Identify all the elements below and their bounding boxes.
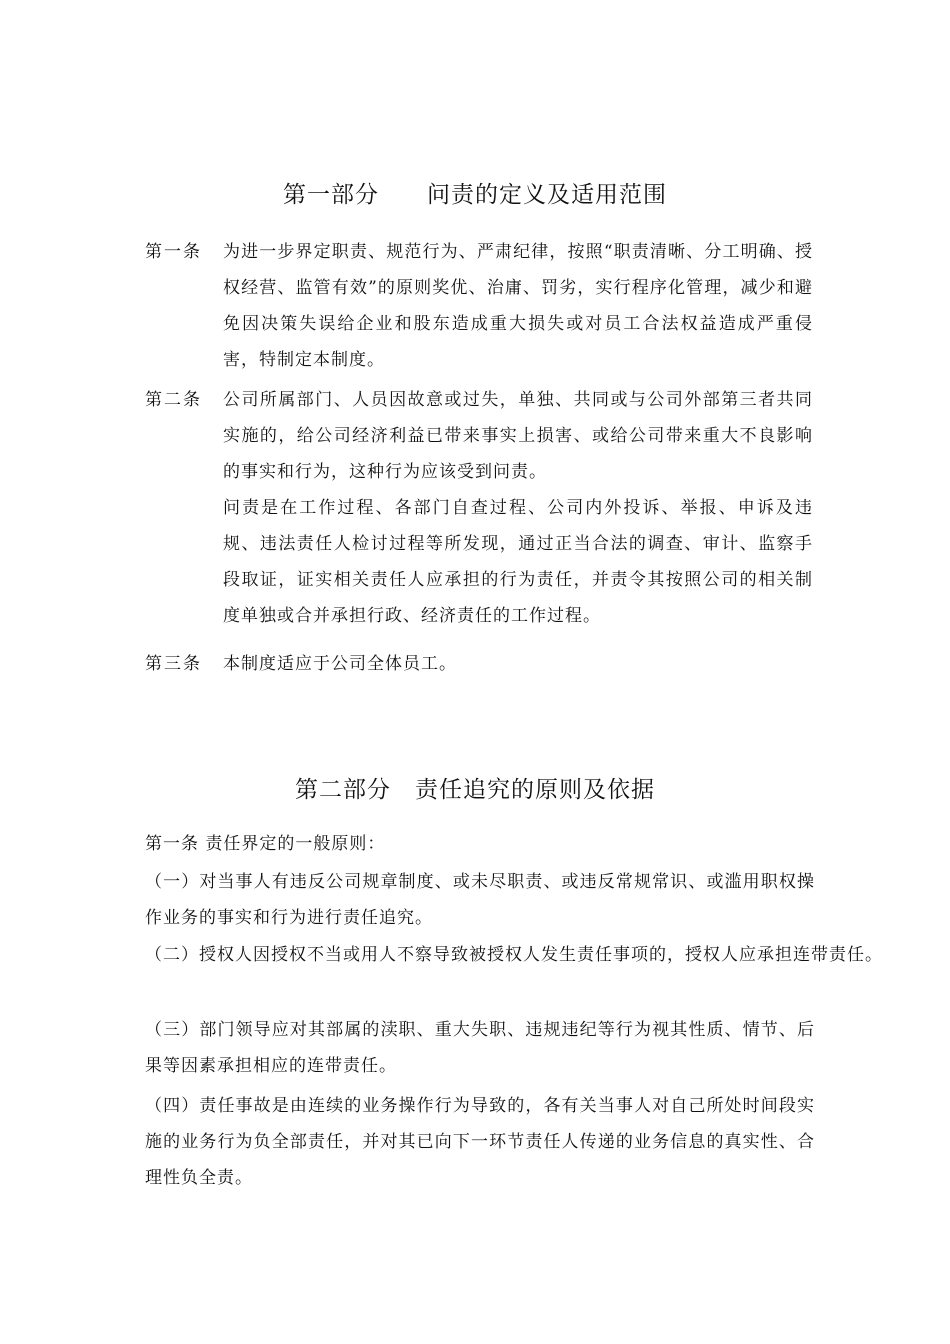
part1-article-2 (145, 382, 815, 634)
part2-item-4: （四）责任事故是由连续的业务操作行为导致的，各有关当事人对自己所处时间段实施的业务行为负全部责任，并对其已向下一环节责任人传递的业务信息的真实性、合理性负全责。 (145, 1096, 815, 1188)
part2-item-1: （一）对当事人有违反公司规章制度、或未尽职责、或违反常规常识、或滥用职权操作业务的事实和行为进行责任追究。 (145, 872, 815, 928)
part2-item-3: （三）部门领导应对其部属的渎职、重大失职、违规违纪等行为视其性质、情节、后果等因素承担相应的连带责任。 (145, 1020, 815, 1076)
article-label: 第三条 (145, 654, 202, 674)
article-text-continued: 问责是在工作过程、各部门自查过程、公司内外投诉、举报、申诉及违规、违法责任人检讨过程等所发现，通过正当合法的调查、审计、监察手段取证，证实相关责任人应承担的行为责任，并责令其按照公司的相关制度单独或合并承担行政、经济责任的工作过程。 (223, 498, 813, 626)
part1-title: 第一部分 问责的定义及适用范围 (283, 182, 667, 208)
part2-item-2: （二）授权人因授权不当或用人不察导致被授权人发生责任事项的，授权人应承担连带责任。 (145, 945, 883, 965)
part1-article-3 (145, 646, 815, 682)
article-text: 公司所属部门、人员因故意或过失，单独、共同或与公司外部第三者共同实施的，给公司经济利益已带来事实上损害、或给公司带来重大不良影响的事实和行为，这种行为应该受到问责。 (223, 390, 813, 482)
article-text: 本制度适应于公司全体员工。 (223, 654, 457, 674)
part2-title: 第二部分 责任追究的原则及依据 (295, 777, 655, 803)
part2-article-1-heading: 第一条 责任界定的一般原则： (145, 834, 386, 854)
article-text: 为进一步界定职责、规范行为、严肃纪律，按照“职责清晰、分工明确、授权经营、监管有效”的原则奖优、治庸、罚劣，实行程序化管理，减少和避免因决策失误给企业和股东造成重大损失或对员工合法权益造成严重侵害，特制定本制度。 (223, 242, 813, 370)
article-label: 第二条 (145, 390, 202, 410)
article-label: 第一条 (145, 242, 202, 262)
part1-article-1 (145, 234, 815, 378)
